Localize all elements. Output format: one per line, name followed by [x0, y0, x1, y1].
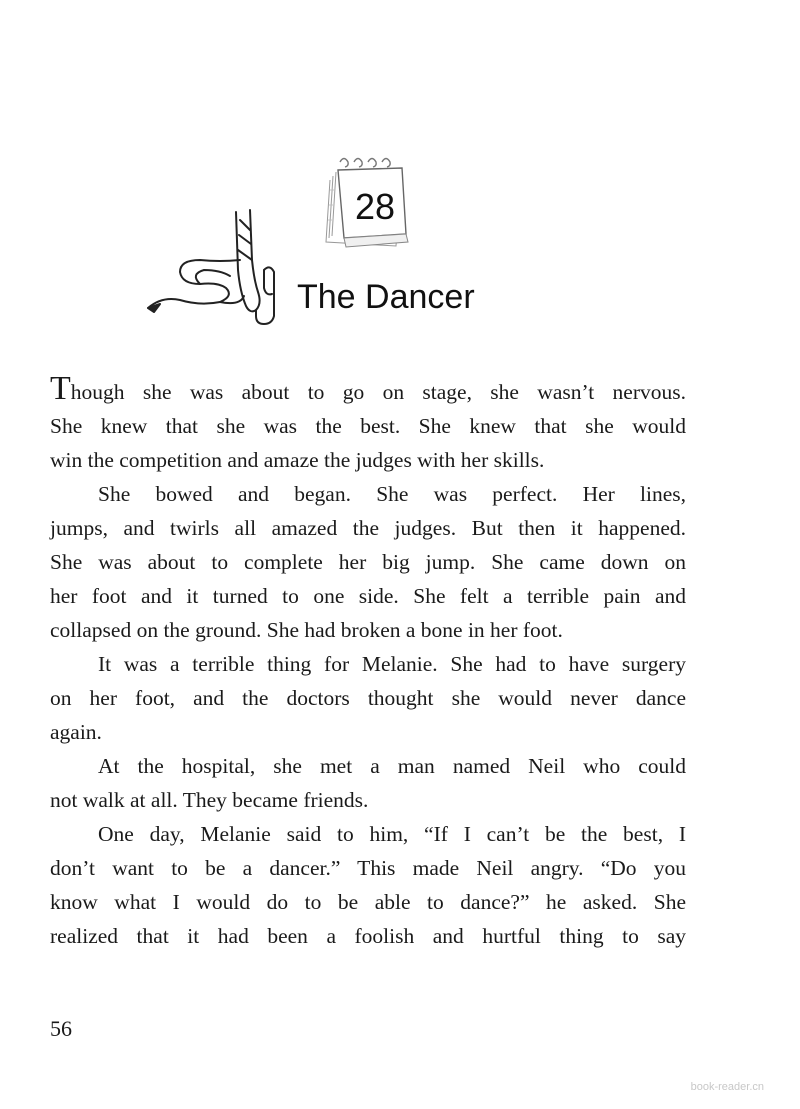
text-line [50, 370, 686, 409]
text-line: her foot and it turned to one side. She felt a terrible pain and [50, 584, 686, 608]
text-line: collapsed on the ground. She had broken a bone in her foot. [50, 618, 563, 642]
text-line: on her foot, and the doctors thought she would never dance [50, 686, 686, 710]
text-line: At the hospital, she met a man named Neil who could [98, 754, 686, 778]
text-line: She knew that she was the best. She knew that she would [50, 414, 686, 438]
text-line: know what I would do to be able to dance?” he asked. She [50, 890, 686, 914]
text-line: It was a terrible thing for Melanie. She had to have surgery [98, 652, 686, 676]
chapter-title: The Dancer [297, 278, 475, 316]
chapter-body [50, 370, 686, 953]
text-line: win the competition and amaze the judges with her skills. [50, 448, 545, 472]
text-line-content: hough she was about to go on stage, she wasn’t nervous. [70, 380, 686, 404]
chapter-number: 28 [354, 186, 396, 227]
text-line: not walk at all. They became friends. [50, 788, 369, 812]
text-line: jumps, and twirls all amazed the judges. But then it happened. [50, 516, 686, 540]
text-line: don’t want to be a dancer.” This made Neil angry. “Do you [50, 856, 686, 880]
text-line: again. [50, 720, 102, 744]
text-line: She bowed and began. She was perfect. Her lines, [98, 482, 686, 506]
text-line: One day, Melanie said to him, “If I can’t be the best, I [98, 822, 686, 846]
ballet-shoe-icon [140, 200, 290, 330]
watermark: book-reader.cn [690, 1081, 764, 1093]
page-number: 56 [50, 1016, 72, 1041]
drop-cap: T [50, 370, 71, 407]
text-line: She was about to complete her big jump. She came down on [50, 550, 686, 574]
text-line: realized that it had been a foolish and hurtful thing to say [50, 924, 686, 948]
